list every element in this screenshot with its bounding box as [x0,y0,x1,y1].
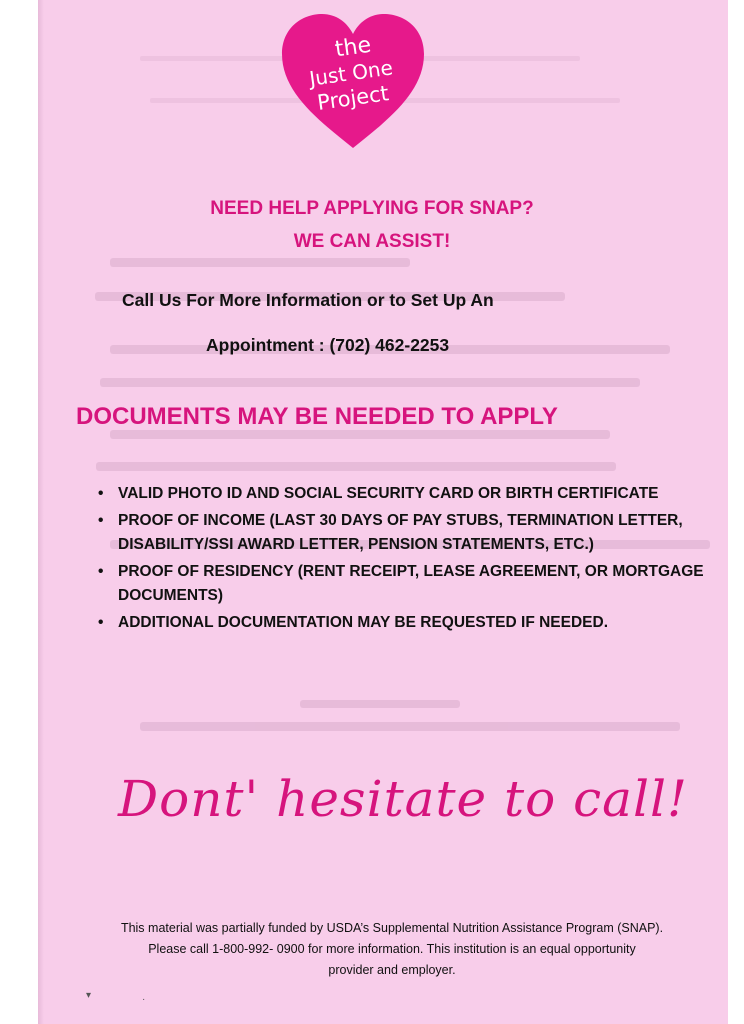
scan-speck: · [142,994,146,1005]
funding-disclaimer [50,918,734,981]
svg-text:the: the [333,32,373,63]
svg-text:Just One: Just One [307,55,395,91]
appointment-phone: Appointment : (702) 462-2253 [206,335,450,355]
just-one-project-logo [278,10,428,152]
requirements-list [96,482,716,638]
scan-speck: ▾ [86,990,92,1001]
svg-text:Project: Project [315,81,391,115]
headline-line-1: NEED HELP APPLYING FOR SNAP? [210,198,534,219]
disclaimer-line-2: Please call 1-800-992- 0900 for more information. This institution is an equal opportunity [148,942,636,956]
list-item: • ADDITIONAL DOCUMENTATION MAY BE REQUESTED IF NEEDED. [96,611,716,635]
list-item: • VALID PHOTO ID AND SOCIAL SECURITY CARD OR BIRTH CERTIFICATE [96,482,716,506]
documents-heading: DOCUMENTS MAY BE NEEDED TO APPLY [76,403,558,430]
list-item: • PROOF OF RESIDENCY (RENT RECEIPT, LEASE AGREEMENT, OR MORTGAGE DOCUMENTS) [96,560,716,608]
contact-line-1: Call Us For More Information or to Set Up An [122,290,494,310]
headline-line-2: WE CAN ASSIST! [293,231,451,252]
disclaimer-line-1: This material was partially funded by USDA’s Supplemental Nutrition Assistance Program (SNAP). [120,921,664,935]
disclaimer-line-3: provider and employer. [328,963,456,977]
script-tagline: Dont' hesitate to call! [118,770,689,828]
list-item: • PROOF OF INCOME (LAST 30 DAYS OF PAY STUBS, TERMINATION LETTER, DISABILITY/SSI AWARD LETTER, PENSION STATEMENTS, ETC.) [96,509,716,557]
